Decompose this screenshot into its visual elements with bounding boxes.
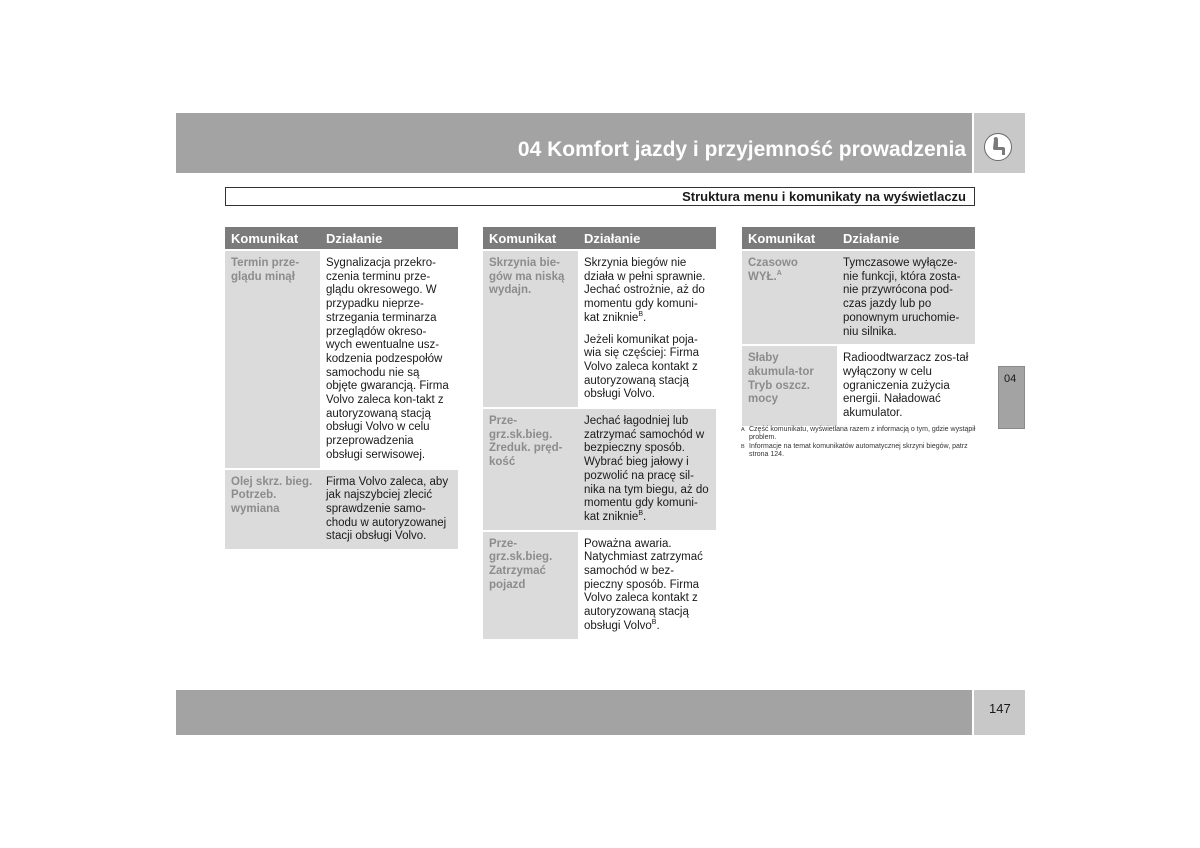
- chapter-title: 04 Komfort jazdy i przyjemność prowadzenia: [517, 138, 966, 161]
- action-cell: Tymczasowe wyłącze-nie funkcji, która zosta-nie przywrócona pod-czas jazdy lub po ponownym uruchomie-niu silnika.: [837, 249, 975, 344]
- column-header-action: Działanie: [837, 227, 975, 249]
- table-row: [483, 407, 716, 530]
- column-header-message: Komunikat: [742, 227, 837, 249]
- footnote-ref: B: [638, 510, 644, 518]
- footnote-ref: A: [776, 269, 782, 277]
- table-header-row: [742, 227, 975, 249]
- action-text: Skrzynia biegów nie działa w pełni sprawnie. Jechać ostrożnie, aż do momentu gdy komuni-kat zniknie: [584, 257, 706, 324]
- column-header-action: Działanie: [320, 227, 458, 249]
- action-end: .: [643, 311, 647, 324]
- message-table-1: [225, 227, 458, 549]
- column-header-action: Działanie: [578, 227, 716, 249]
- footnote: [741, 426, 976, 442]
- footnote-ref: B: [638, 310, 644, 318]
- action-text: Poważna awaria. Natychmiast zatrzymać samochód w bez-pieczny sposób. Firma Volvo zaleca kontakt z autoryzowaną stacją obsługi Volvo: [584, 537, 703, 632]
- message-cell: [742, 249, 837, 344]
- action-cell: Radioodtwarzacz zos-tał wyłączony w celu ograniczenia zużycia energii. Naładować akumulator.: [837, 344, 975, 426]
- footnote-text: Informacje na temat komunikatów automatycznej skrzyni biegów, patrz strona 124.: [749, 443, 968, 458]
- message-cell: Olej skrz. bieg. Potrzeb. wymiana: [225, 468, 320, 550]
- message-cell: Prze-grz.sk.bieg. Zreduk. pręd-kość: [483, 407, 578, 530]
- table-row: [742, 249, 975, 344]
- table-header-row: [225, 227, 458, 249]
- action-paragraph: [584, 257, 710, 326]
- action-cell: Firma Volvo zaleca, aby jak najszybciej zlecić sprawdzenie samo-chodu w autoryzowanej stacji obsługi Volvo.: [320, 468, 458, 550]
- column-header-message: Komunikat: [483, 227, 578, 249]
- message-table-2: [483, 227, 716, 639]
- action-paragraph: [584, 538, 710, 634]
- chapter-header-bar: [176, 113, 972, 173]
- action-paragraph-2: Jeżeli komunikat poja-wia się częściej: Firma Volvo zaleca kontakt z autoryzowaną stacją obsługi Volvo.: [584, 333, 700, 401]
- table-header-row: [483, 227, 716, 249]
- message-cell: Prze-grz.sk.bieg. Zatrzymać pojazd: [483, 530, 578, 639]
- page-number: 147: [989, 701, 1011, 716]
- table-row: [225, 468, 458, 550]
- action-cell: [578, 407, 716, 530]
- table-row: [742, 344, 975, 426]
- footer-bar: [176, 690, 972, 735]
- footnote-ref: B: [651, 619, 657, 627]
- section-title-box: [225, 187, 975, 206]
- chapter-icon-box: [974, 113, 1025, 173]
- action-cell: [578, 530, 716, 639]
- seat-icon: [984, 133, 1012, 161]
- chapter-side-tab: [998, 366, 1025, 429]
- footnotes: [741, 426, 976, 460]
- footnote-mark: A: [741, 427, 745, 433]
- section-title: Struktura menu i komunikaty na wyświetlaczu: [682, 189, 966, 204]
- table-row: [483, 249, 716, 407]
- message-text: Czasowo WYŁ.: [748, 257, 798, 283]
- table-row: [225, 249, 458, 468]
- action-end: .: [643, 510, 647, 523]
- footnote-text: Część komunikatu, wyświetlana razem z informacją o tym, gdzie wystąpił problem.: [749, 426, 976, 441]
- action-text: Jechać łagodniej lub zatrzymać samochód w bezpieczny sposób. Wybrać bieg jałowy i pozwolić na pracę sil-nika na tym biegu, aż do momentu gdy komuni-kat zniknie: [584, 415, 709, 523]
- message-table-3: [742, 227, 975, 426]
- action-paragraph: [584, 415, 710, 525]
- footnote: [741, 443, 976, 459]
- action-cell: [578, 249, 716, 407]
- table-row: [483, 530, 716, 639]
- message-cell: Termin prze-glądu minął: [225, 249, 320, 468]
- message-cell: Skrzynia bie-gów ma niską wydajn.: [483, 249, 578, 407]
- action-cell: Sygnalizacja przekro-czenia terminu prze-glądu okresowego. W przypadku nieprze-strzegania terminarza przeglądów okreso-wych ewentualne usz-kodzenia podzespołów samochodu nie są objęte gwarancją. Firma Volvo zaleca kon-takt z autoryzowaną stacją obsługi Volvo w celu przeprowadzenia obsługi serwisowej.: [320, 249, 458, 468]
- side-tab-label: 04: [1004, 373, 1017, 385]
- page-number-box: [974, 690, 1025, 735]
- message-cell: Słaby akumula-tor Tryb oszcz. mocy: [742, 344, 837, 426]
- footnote-mark: B: [741, 444, 745, 450]
- column-header-message: Komunikat: [225, 227, 320, 249]
- action-end: .: [656, 619, 660, 632]
